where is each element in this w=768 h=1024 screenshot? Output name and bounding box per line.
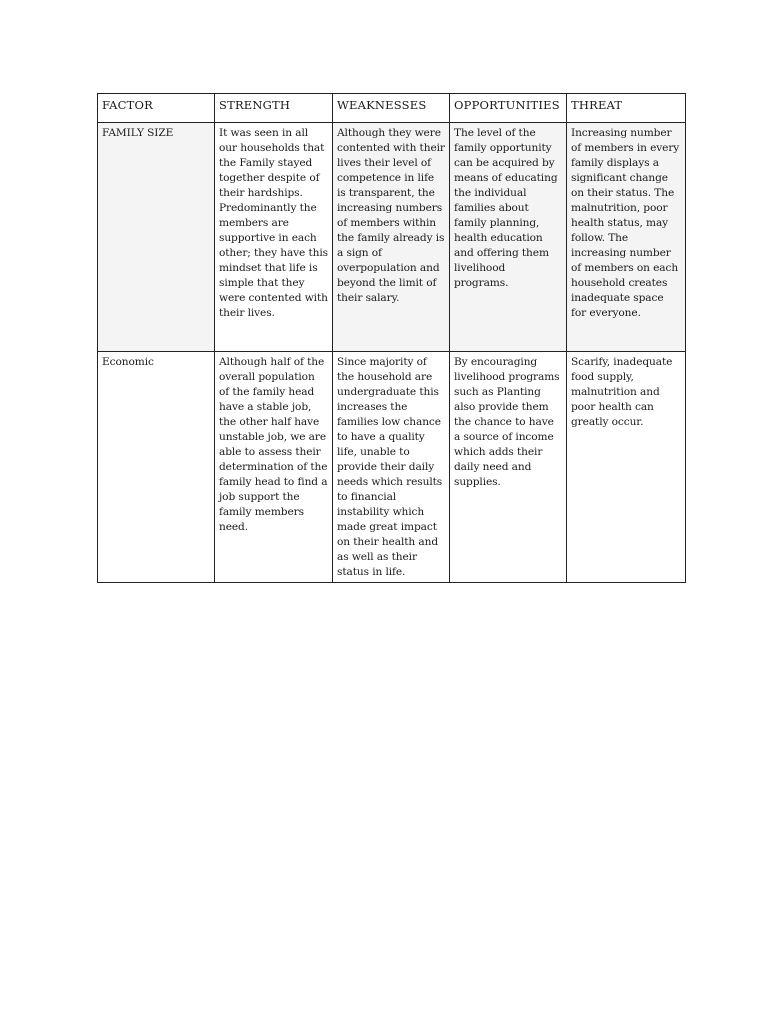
swot-table [97,93,686,583]
header-weaknesses: WEAKNESSES [333,94,450,123]
header-strength: STRENGTH [215,94,333,123]
cell-threat: Increasing number of members in every family displays a significant change on their status. The malnutrition, poor health status, may follow. The increasing number of members on each household creates inadequate space for everyone. [567,123,686,352]
header-factor: FACTOR [98,94,215,123]
cell-weaknesses: Although they were contented with their lives their level of competence in life is transparent, the increasing numbers of members within the family already is a sign of overpopulation and beyond the limit of their salary. [333,123,450,352]
cell-opportunities: The level of the family opportunity can be acquired by means of educating the individual families about family planning, health education and offering them livelihood programs. [450,123,567,352]
table-row [98,352,686,583]
cell-threat: Scarify, inadequate food supply, malnutrition and poor health can greatly occur. [567,352,686,583]
header-opportunities: OPPORTUNITIES [450,94,567,123]
header-threat: THREAT [567,94,686,123]
cell-strength: It was seen in all our households that the Family stayed together despite of their hardships. Predominantly the members are supportive in each other; they have this mindset that life is simple that they were contented with their lives. [215,123,333,352]
cell-factor: FAMILY SIZE [98,123,215,352]
cell-opportunities: By encouraging livelihood programs such as Planting also provide them the chance to have a source of income which adds their daily need and supplies. [450,352,567,583]
cell-weaknesses: Since majority of the household are undergraduate this increases the families low chance to have a quality life, unable to provide their daily needs which results to financial instability which made great impact on their health and as well as their status in life. [333,352,450,583]
cell-strength: Although half of the overall population of the family head have a stable job, the other half have unstable job, we are able to assess their determination of the family head to find a job support the family members need. [215,352,333,583]
cell-factor: Economic [98,352,215,583]
table-header-row [98,94,686,123]
table-row [98,123,686,352]
